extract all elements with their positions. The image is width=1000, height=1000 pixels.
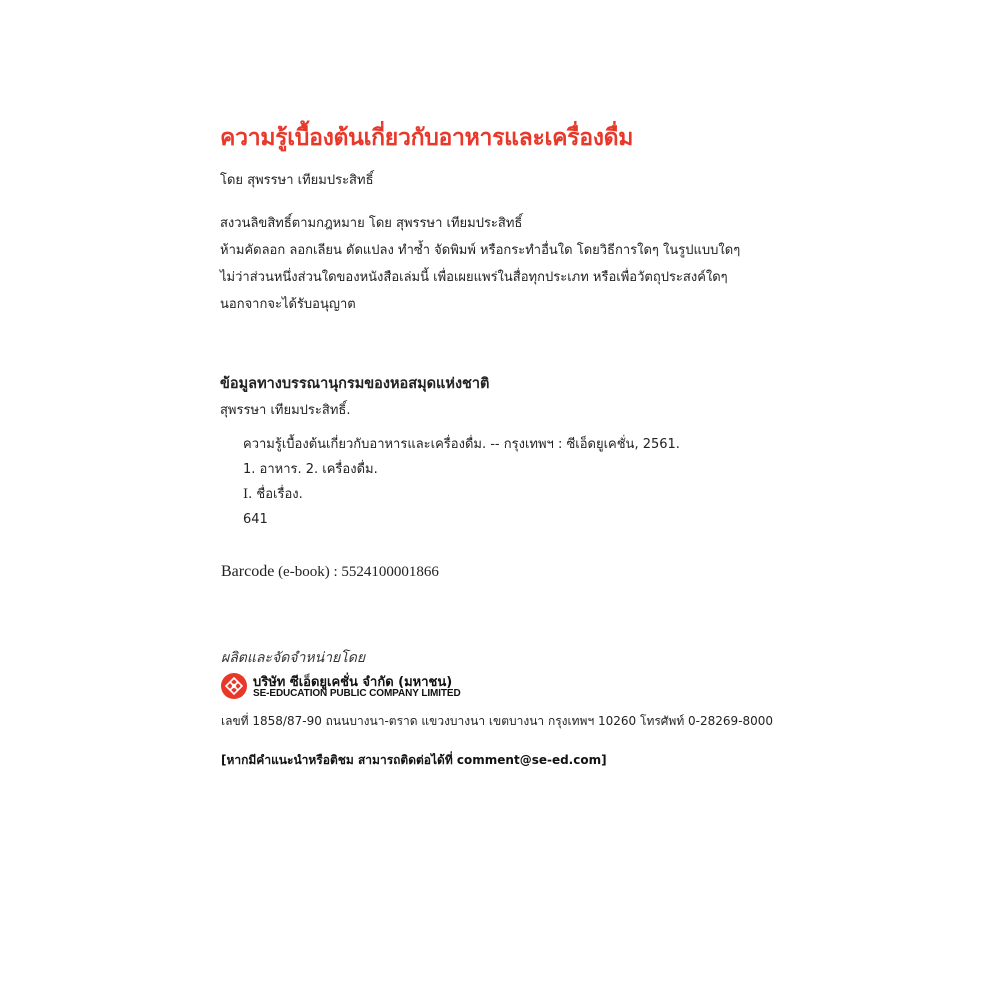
barcode-number: 5524100001866 <box>341 564 439 580</box>
barcode-label: Barcode <box>221 563 275 580</box>
author-byline: โดย สุพรรษา เทียมประสิทธิ์ <box>220 173 374 188</box>
copyright-line: นอกจากจะได้รับอนุญาต <box>220 297 356 312</box>
copyright-line: ห้ามคัดลอก ลอกเลียน ดัดแปลง ทำซ้ำ จัดพิมพ์ หรือกระทำอื่นใด โดยวิธีการใดๆ ในรูปแบบใดๆ <box>220 243 741 258</box>
catalog-details <box>243 432 680 532</box>
book-title: ความรู้เบื้องต้นเกี่ยวกับอาหารและเครื่องดื่ม <box>220 125 634 151</box>
copyright-line: สงวนลิขสิทธิ์ตามกฎหมาย โดย สุพรรษา เทียมประสิทธิ์ <box>220 216 523 231</box>
company-address: เลขที่ 1858/87-90 ถนนบางนา-ตราด แขวงบางนา เขตบางนา กรุงเทพฯ 10260 โทรศัพท์ 0-28269-8000 <box>221 714 774 728</box>
barcode-qualifier: (e-book) : <box>278 564 338 580</box>
catalog-title-added: I. ชื่อเรื่อง. <box>243 487 303 502</box>
feedback-contact: [หากมีคำแนะนำหรือติชม สามารถติดต่อได้ที่ comment@se-ed.com] <box>221 753 607 767</box>
copyright-line: ไม่ว่าส่วนหนึ่งส่วนใดของหนังสือเล่มนี้ เพื่อเผยแพร่ในสื่อทุกประเภท หรือเพื่อวัตถุประสงค์ใดๆ <box>220 270 728 285</box>
company-name-english: SE-EDUCATION PUBLIC COMPANY LIMITED <box>253 688 461 699</box>
catalog-heading: ข้อมูลทางบรรณานุกรมของหอสมุดแห่งชาติ <box>220 375 490 392</box>
catalog-entry: ความรู้เบื้องต้นเกี่ยวกับอาหารและเครื่องดื่ม. -- กรุงเทพฯ : ซีเอ็ดยูเคชั่น, 2561. <box>243 437 680 452</box>
catalog-classification: 641 <box>243 512 268 527</box>
barcode-line <box>221 563 439 581</box>
produced-by-label: ผลิตและจัดจำหน่ายโดย <box>221 650 366 666</box>
company-name-thai: บริษัท ซีเอ็ดยูเคชั่น จำกัด (มหาชน) <box>253 675 453 690</box>
copyright-notice <box>220 210 740 318</box>
se-ed-logo-icon <box>221 673 247 699</box>
catalog-subjects: 1. อาหาร. 2. เครื่องดื่ม. <box>243 462 378 477</box>
catalog-author: สุพรรษา เทียมประสิทธิ์. <box>220 403 351 418</box>
